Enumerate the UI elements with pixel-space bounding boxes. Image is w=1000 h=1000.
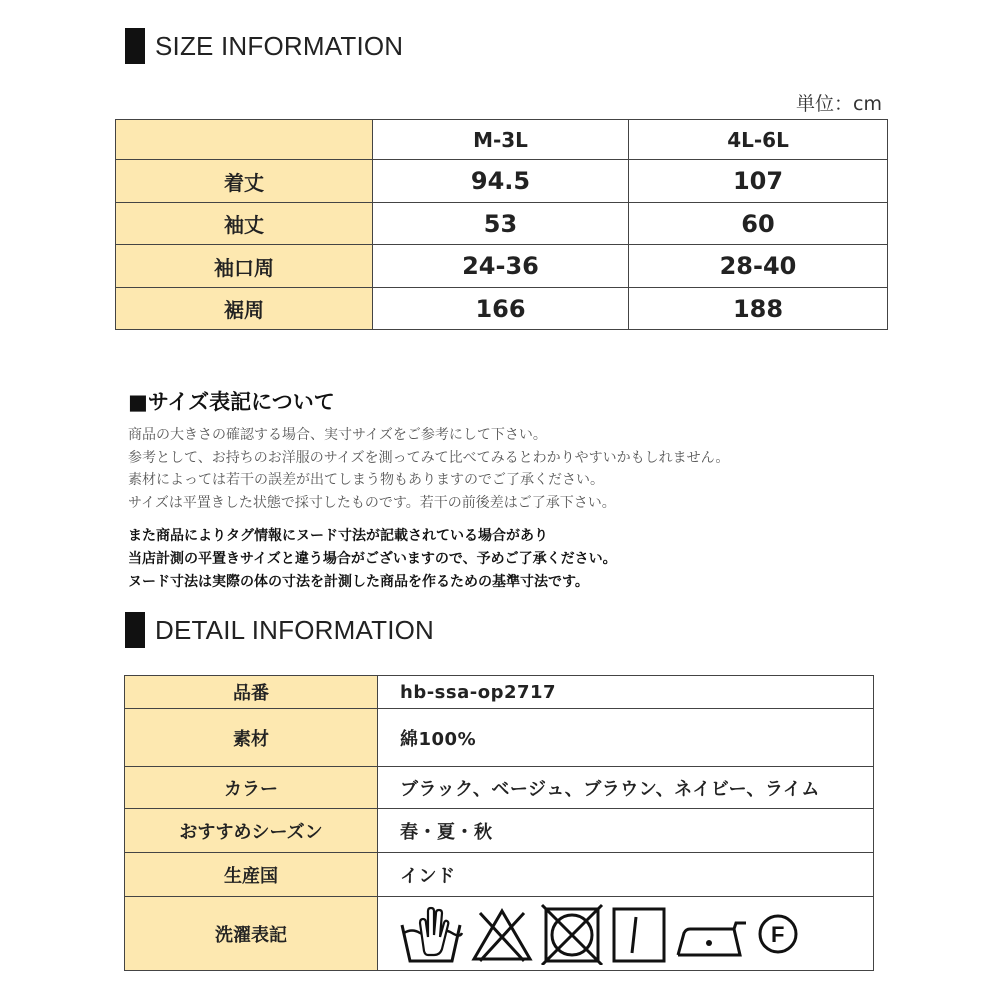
detail-label: 素材 <box>125 709 378 767</box>
note-line: 商品の大きさの確認する場合、実寸サイズをご参考にして下さい。 <box>128 427 547 443</box>
no-bleach-icon <box>470 903 534 965</box>
heading-bar <box>125 612 145 648</box>
detail-value: インド <box>378 853 874 897</box>
detail-row <box>125 709 874 767</box>
no-tumble-dry-icon <box>540 903 604 965</box>
detail-value: hb-ssa-op2717 <box>378 676 874 709</box>
size-cell: 60 <box>629 203 888 245</box>
hand-wash-icon <box>398 903 464 965</box>
size-row-label: 着丈 <box>116 160 373 203</box>
size-cell: 53 <box>373 203 629 245</box>
detail-label: カラー <box>125 767 378 809</box>
size-cell: 166 <box>373 288 629 330</box>
dry-clean-f-icon <box>756 903 800 965</box>
nude-size-notes-paragraph <box>128 525 888 594</box>
detail-row <box>125 853 874 897</box>
size-heading-text: SIZE INFORMATION <box>155 30 404 61</box>
size-table-row <box>116 160 888 203</box>
detail-value: 春・夏・秋 <box>378 809 874 853</box>
dry-clean-letter: F <box>771 921 785 947</box>
note-line: ヌード寸法は実際の体の寸法を計測した商品を作るための基準寸法です。 <box>128 574 589 590</box>
detail-value: ブラック、ベージュ、ブラウン、ネイビー、ライム <box>378 767 874 809</box>
note-line: サイズは平置きした状態で採寸したものです。若干の前後差はご了承下さい。 <box>128 494 616 511</box>
size-cell: 107 <box>629 160 888 203</box>
iron-low-icon <box>674 903 750 965</box>
note-line: 当店計測の平置きサイズと違う場合がございますので、予めご了承ください。 <box>128 551 617 567</box>
size-row-label: 袖口周 <box>116 245 373 288</box>
size-cell: 94.5 <box>373 160 629 203</box>
note-line: また商品によりタグ情報にヌード寸法が記載されている場合があり <box>128 528 548 544</box>
detail-section-heading <box>125 611 434 649</box>
size-cell: 188 <box>629 288 888 330</box>
size-col-header: M-3L <box>373 120 629 160</box>
size-table-row <box>116 288 888 330</box>
care-icons <box>398 903 873 965</box>
detail-label: おすすめシーズン <box>125 809 378 853</box>
size-table <box>115 119 888 330</box>
size-cell: 28-40 <box>629 245 888 288</box>
detail-label: 品番 <box>125 676 378 709</box>
size-row-label: 袖丈 <box>116 203 373 245</box>
detail-row <box>125 809 874 853</box>
note-line: 素材によっては若干の誤差が出てしまう物もありますのでご了承ください。 <box>128 472 604 488</box>
detail-label: 洗濯表記 <box>125 897 378 971</box>
size-notes-paragraph <box>128 424 888 514</box>
detail-value: 綿100% <box>378 709 874 767</box>
size-notes-title: ■サイズ表記について <box>128 390 335 414</box>
detail-label: 生産国 <box>125 853 378 897</box>
heading-bar <box>125 28 145 64</box>
detail-row <box>125 897 874 971</box>
note-line: 参考として、お持ちのお洋服のサイズを測ってみて比べてみるとわかりやすいかもしれません。 <box>128 449 730 466</box>
size-table-row <box>116 245 888 288</box>
size-cell: 24-36 <box>373 245 629 288</box>
detail-table <box>124 675 874 971</box>
detail-heading-text: DETAIL INFORMATION <box>155 614 435 645</box>
unit-label: 単位：cm <box>796 93 882 115</box>
size-table-row <box>116 203 888 245</box>
care-symbols-cell <box>378 897 874 971</box>
size-table-corner-cell <box>116 120 373 160</box>
size-table-header-row <box>116 120 888 160</box>
detail-row <box>125 676 874 709</box>
detail-row <box>125 767 874 809</box>
drip-dry-icon <box>610 903 668 965</box>
size-row-label: 裾周 <box>116 288 373 330</box>
size-col-header: 4L-6L <box>629 120 888 160</box>
size-section-heading <box>125 27 403 65</box>
